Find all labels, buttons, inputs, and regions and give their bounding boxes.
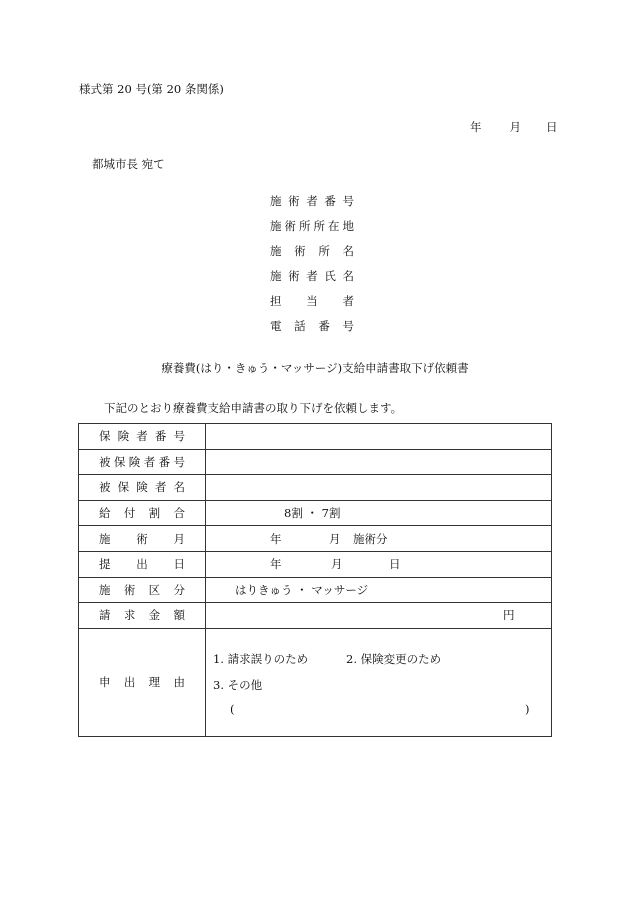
submission-date-cell[interactable] <box>206 551 552 577</box>
table-row <box>79 603 552 629</box>
applicant-label-provider-name: 施術者氏名 <box>270 269 354 283</box>
row-label-treatment-category: 施術区分 <box>99 582 185 597</box>
reason-option-1[interactable]: 1. 請求誤りのため <box>213 651 309 666</box>
row-label-benefit-ratio: 給付割合 <box>99 506 185 521</box>
submission-date-day: 日 <box>389 557 401 572</box>
insurer-number-cell[interactable] <box>206 424 552 450</box>
claim-amount-unit: 円 <box>503 608 515 623</box>
treatment-month-cell[interactable] <box>206 526 552 552</box>
reason-option-2[interactable]: 2. 保険変更のため <box>346 651 442 666</box>
applicant-label-provider-number: 施術者番号 <box>270 194 354 208</box>
treatment-category-cell[interactable] <box>206 577 552 603</box>
applicant-label-contact-person: 担当者 <box>270 294 354 308</box>
benefit-ratio-value: 8割 ・ 7割 <box>284 506 341 521</box>
submission-date-year: 年 <box>270 557 282 572</box>
row-label-claim-amount: 請求金額 <box>99 608 185 623</box>
date-month: 月 <box>509 120 521 134</box>
row-label-insured-name: 被保険者名 <box>99 480 185 495</box>
row-label-insurer-number: 保険者番号 <box>99 429 185 444</box>
reason-cell[interactable] <box>206 628 552 736</box>
date-line <box>470 119 558 135</box>
table-row <box>79 475 552 501</box>
treatment-month-year: 年 <box>270 531 282 546</box>
claim-amount-cell[interactable] <box>206 603 552 629</box>
benefit-ratio-cell[interactable] <box>206 500 552 526</box>
table-row <box>79 424 552 450</box>
form-number: 様式第 20 号(第 20 条関係) <box>79 82 224 96</box>
date-day: 日 <box>546 120 558 134</box>
table-row <box>79 449 552 475</box>
reason-paren-open: ( <box>230 701 235 716</box>
intro-text: 下記のとおり療養費支給申請書の取り下げを依頼します。 <box>104 401 403 415</box>
row-label-insured-number: 被保険者番号 <box>99 454 185 469</box>
row-label-reason: 申出理由 <box>99 675 185 690</box>
treatment-month-suffix: 施術分 <box>353 531 388 546</box>
reason-option-3[interactable]: 3. その他 <box>213 677 263 692</box>
insured-number-cell[interactable] <box>206 449 552 475</box>
table-row <box>79 551 552 577</box>
insured-name-cell[interactable] <box>206 475 552 501</box>
row-label-treatment-month: 施術月 <box>99 531 185 546</box>
table-row <box>79 577 552 603</box>
treatment-category-value: はりきゅう ・ マッサージ <box>235 582 369 597</box>
request-table <box>78 423 552 737</box>
date-year: 年 <box>470 120 482 134</box>
table-row <box>79 500 552 526</box>
row-label-submission-date: 提出日 <box>99 557 185 572</box>
treatment-month-month: 月 <box>329 531 341 546</box>
reason-paren-close: ) <box>525 701 530 716</box>
applicant-label-phone: 電話番号 <box>270 319 354 333</box>
table-row <box>79 526 552 552</box>
table-row <box>79 628 552 736</box>
submission-date-month: 月 <box>331 557 343 572</box>
document-title: 療養費(はり・きゅう・マッサージ)支給申請書取下げ依頼書 <box>161 361 469 375</box>
addressee: 都城市長 宛て <box>92 157 165 171</box>
applicant-label-clinic-address: 施術所所在地 <box>270 219 354 233</box>
applicant-label-clinic-name: 施術所名 <box>270 244 354 258</box>
